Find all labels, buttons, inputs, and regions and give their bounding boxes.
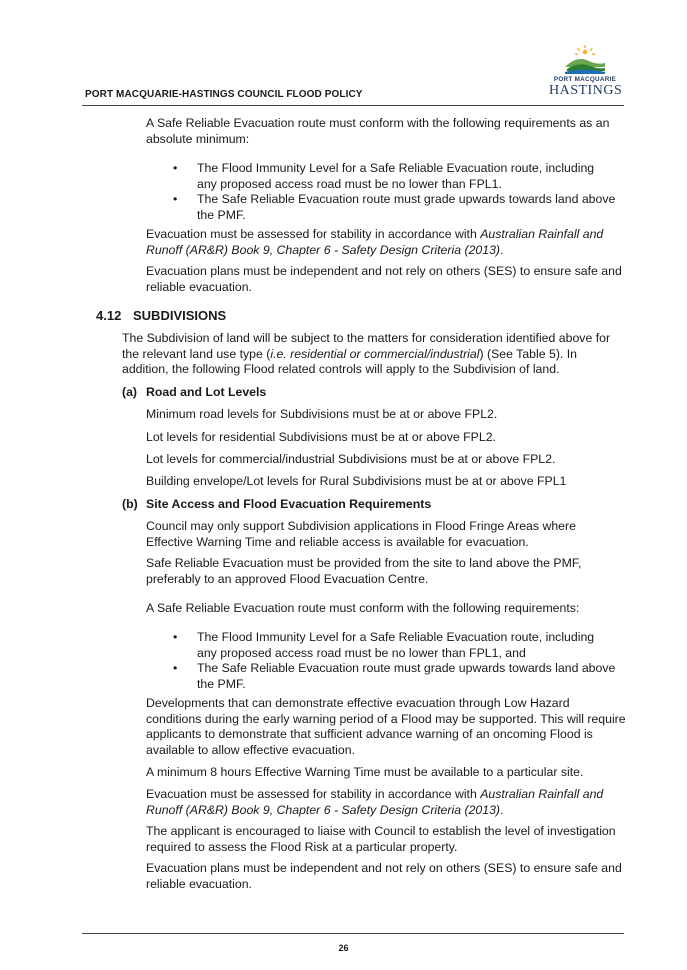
list-item: • The Safe Reliable Evacuation route must grade upwards towards land above the PMF.	[173, 661, 616, 691]
intro-bullet-list	[146, 161, 616, 223]
header-divider	[82, 105, 624, 106]
subsection-label: (b)	[122, 497, 138, 511]
page-number: 26	[338, 943, 349, 953]
subsection-b-paragraph-8: Evacuation plans must be independent and not rely on others (SES) to ensure safe and reliable evacuation.	[146, 861, 622, 891]
bullet-icon: •	[173, 661, 178, 675]
logo-text-top: PORT MACQUARIE	[553, 76, 617, 83]
subsection-b-paragraph-1: Council may only support Subdivision applications in Flood Fringe Areas where Effective Warning Time and reliable access is available for evacuation.	[146, 519, 576, 549]
rural-lot-line: Building envelope/Lot levels for Rural Subdivisions must be at or above FPL1	[146, 474, 567, 488]
subsection-title: Road and Lot Levels	[146, 385, 267, 399]
subsection-b-paragraph-4: Developments that can demonstrate effective evacuation through Low Hazard conditions during the early warning period of a Flood may be supported. This will require applicants to demonstrate that sufficient advance warning of an oncoming Flood is available to allow effective evacuation.	[146, 696, 626, 757]
list-item: • The Safe Reliable Evacuation route must grade upwards towards land above the PMF.	[173, 192, 616, 222]
footer-divider	[82, 933, 624, 934]
subsection-b-paragraph-3: A Safe Reliable Evacuation route must conform with the following requirements:	[146, 601, 580, 615]
subsection-b-paragraph-2: Safe Reliable Evacuation must be provided from the site to land above the PMF, preferably to an approved Flood Evacuation Centre.	[146, 556, 582, 586]
road-level-line: Minimum road levels for Subdivisions must be at or above FPL2.	[146, 407, 498, 421]
section-number: 4.12	[96, 308, 122, 323]
council-logo	[549, 45, 621, 101]
list-item: • The Flood Immunity Level for a Safe Reliable Evacuation route, including any proposed access road must be no lower than FPL1.	[173, 161, 595, 191]
section-title: SUBDIVISIONS	[133, 308, 227, 323]
section-heading	[96, 308, 226, 323]
intro-paragraph-1: A Safe Reliable Evacuation route must conform with the following requirements as an absolute minimum:	[146, 116, 610, 146]
intro-paragraph-3: Evacuation plans must be independent and not rely on others (SES) to ensure safe and reliable evacuation.	[146, 264, 622, 294]
subsection-b-paragraph-6: Evacuation must be assessed for stability in accordance with Australian Rainfall and Runoff (AR&R) Book 9, Chapter 6 - Safety Design Criteria (2013).	[146, 787, 604, 817]
subsection-b-paragraph-5: A minimum 8 hours Effective Warning Time must be available to a particular site.	[146, 765, 584, 779]
subsection-b-heading	[122, 497, 431, 511]
subsection-b-paragraph-7: The applicant is encouraged to liaise with Council to establish the level of investigation required to assess the Flood Risk at a particular property.	[146, 824, 616, 854]
bullet-icon: •	[173, 161, 178, 175]
commercial-lot-line: Lot levels for commercial/industrial Subdivisions must be at or above FPL2.	[146, 452, 556, 466]
subsection-title: Site Access and Flood Evacuation Requirements	[146, 497, 432, 511]
land-use-note: i.e. residential or commercial/industrial	[270, 346, 480, 361]
bullet-icon: •	[173, 192, 178, 206]
subsection-a-heading	[122, 385, 266, 399]
logo-text-main: HASTINGS	[549, 83, 623, 98]
list-item: • The Flood Immunity Level for a Safe Reliable Evacuation route, including any proposed access road must be no lower than FPL1, and	[173, 630, 595, 660]
reference-citation: Australian Rainfall and Runoff (AR&R) Book 9, Chapter 6 - Safety Design Criteria (2013)	[146, 227, 604, 257]
residential-lot-line: Lot levels for residential Subdivisions must be at or above FPL2.	[146, 430, 496, 444]
reference-citation: Australian Rainfall and Runoff (AR&R) Book 9, Chapter 6 - Safety Design Criteria (2013)	[146, 787, 604, 817]
bullet-icon: •	[173, 630, 178, 644]
intro-paragraph-2: Evacuation must be assessed for stability in accordance with Australian Rainfall and Runoff (AR&R) Book 9, Chapter 6 - Safety Design Criteria (2013).	[146, 227, 604, 257]
subsection-label: (a)	[122, 385, 138, 399]
document-header-title: PORT MACQUARIE-HASTINGS COUNCIL FLOOD POLICY	[85, 89, 363, 100]
sun-hills-logo-icon	[563, 45, 607, 75]
section-intro-paragraph: The Subdivision of land will be subject to the matters for consideration identified above for the relevant land use type (i.e. residential or commercial/industrial) (See Table 5). In addition, the following Flood related controls will apply to the Subdivision of land.	[122, 331, 611, 376]
subsection-b-bullet-list	[146, 630, 616, 692]
